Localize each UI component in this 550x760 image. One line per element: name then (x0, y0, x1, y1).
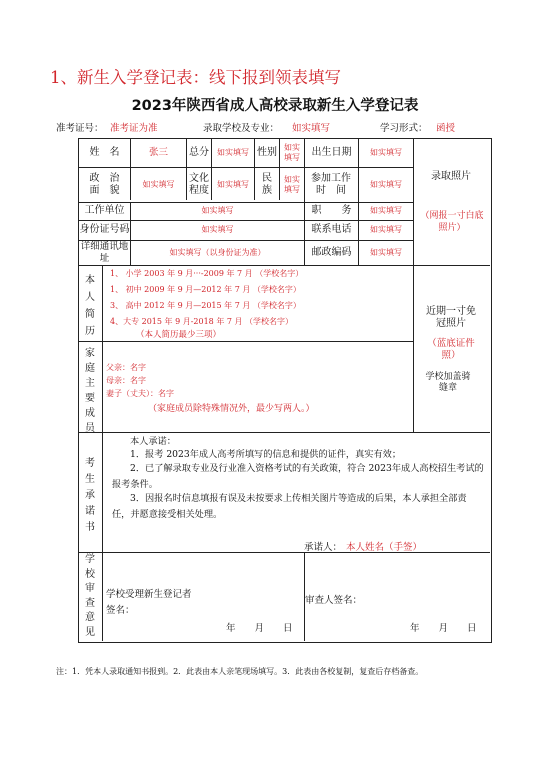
political-value: 如实填写 (142, 179, 175, 189)
political-label: 政 治面 貌 (89, 172, 120, 196)
gender-value: 如实填写 (284, 142, 300, 162)
pledger-value: 本人姓名（手签） (346, 542, 423, 553)
recent-photo-label: 近期一寸免冠照片 (426, 305, 476, 329)
review-right-date: 年 月 日 (410, 623, 477, 634)
position-value: 如实填写 (370, 206, 402, 216)
resume-line: 1、 初中 2009 年 9 月—2012 年 7 月 （学校名字） (110, 285, 301, 294)
photo-note: （网报一寸白底照片） (420, 211, 484, 233)
school-major-label: 录取学校及专业： (203, 123, 280, 134)
review-left-date: 年 月 日 (226, 623, 293, 634)
pledger-label: 承诺人： (304, 542, 343, 553)
resume-note: （本人简历最少三项） (136, 330, 222, 340)
phone-label: 联系电话 (311, 224, 352, 236)
pledge-item: 1．报考 2023年成人高考所填写的信息和提供的证件，真实有效； (130, 449, 402, 460)
work-unit-value: 如实填写 (201, 206, 234, 216)
school-seal-label: 学校加盖骑缝章 (425, 371, 471, 393)
ethnic-label: 民族 (262, 172, 272, 196)
work-time-value: 如实填写 (370, 179, 402, 189)
phone-value: 如实填写 (370, 225, 402, 235)
study-form-label: 学习形式： (380, 123, 428, 134)
pledge-item: 3．因报名时信息填报有误及未按要求上传相关图片等造成的后果，本人承担全部责任，并愿意接受相关处理。 (112, 493, 467, 520)
resume-line: 1、 小学 2003 年 9 月···-2009 年 7 月 （学校名字） (110, 269, 304, 278)
work-unit-label: 工作单位 (84, 205, 125, 217)
resume-line: 3、 高中 2012 年 9 月—2015 年 7 月 （学校名字） (110, 301, 301, 310)
birth-label: 出生日期 (311, 146, 352, 158)
position-label: 职 务 (311, 205, 352, 217)
pledge-label: 考生承诺书 (85, 458, 95, 533)
study-form-value: 函授 (436, 123, 456, 134)
pledge-title: 本人承诺： (130, 436, 176, 447)
exam-no-value: 准考证为准 (110, 123, 158, 134)
id-value: 如实填写 (201, 225, 234, 235)
photo-label: 录取照片 (431, 170, 471, 182)
postcode-value: 如实填写 (370, 247, 402, 257)
total-score-value: 如实填写 (217, 147, 249, 157)
birth-value: 如实填写 (370, 147, 402, 157)
name-label: 姓 名 (89, 146, 120, 158)
address-label: 详细通讯地址 (80, 241, 129, 264)
resume-label: 本人简历 (85, 275, 95, 337)
review-label: 学校审查意见 (85, 554, 95, 638)
family-line: 父亲：名字 (106, 363, 146, 372)
review-right-text: 审查人签名： (305, 595, 363, 606)
recent-photo-note: （蓝底证件照） (427, 337, 475, 361)
name-value: 张三 (148, 146, 168, 158)
family-line: 母亲：名字 (106, 376, 146, 385)
family-label: 家庭主要成员 (85, 348, 95, 434)
page-heading: 1、新生入学登记表：线下报到领表填写 (50, 68, 341, 87)
total-score-label: 总分 (189, 146, 209, 158)
resume-line: 4、大专 2015 年 9 月-2018 年 7 月 （学校名字） (110, 317, 294, 326)
ethnic-value: 如实填写 (284, 174, 300, 194)
postcode-label: 邮政编码 (311, 246, 352, 258)
form-title: 2023年陕西省成人高校录取新生入学登记表 (131, 98, 419, 114)
exam-no-label: 准考证号： (56, 123, 104, 134)
pledge-item: 2．已了解录取专业及行业准入资格考试的有关政策，符合 2023年成人高校招生考试的报考条件。 (112, 463, 484, 490)
work-time-label: 参加工作时 间 (311, 172, 351, 196)
culture-label: 文化程度 (189, 172, 209, 196)
family-line: 妻子（丈夫）：名字 (106, 389, 174, 398)
id-label: 身份证号码 (79, 224, 130, 236)
gender-label: 性别 (257, 146, 277, 158)
culture-value: 如实填写 (217, 179, 249, 189)
school-major-value: 如实填写 (292, 123, 331, 134)
family-note: （家庭成员除特殊情况外，最少写两人。） (148, 404, 315, 414)
review-left-text: 学校受理新生登记者签名： (106, 589, 192, 616)
footer-note: 注：1．凭本人录取通知书报到。2．此表由本人亲笔现场填写。3．此表由各校复制，复查后存档备查。 (56, 667, 424, 676)
address-value: 如实填写（以身份证为准） (169, 247, 266, 257)
